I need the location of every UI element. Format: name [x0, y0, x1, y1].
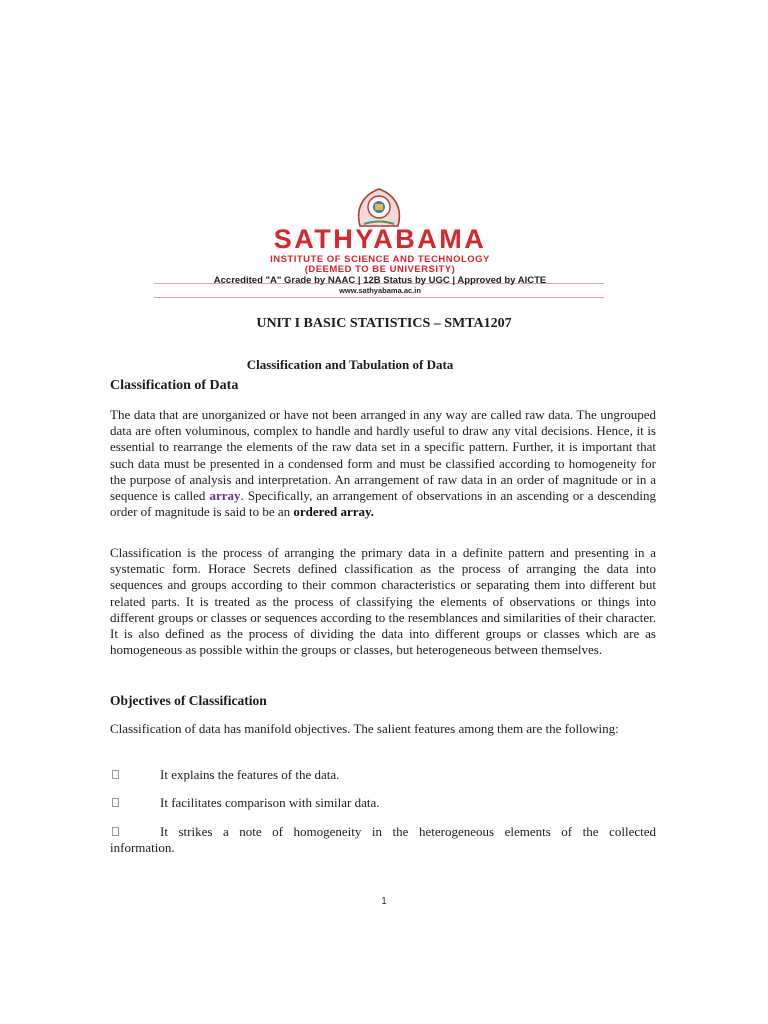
list-item — [110, 824, 656, 860]
paragraph-objectives-intro: Classification of data has manifold objectives. The salient features among them are the following: — [110, 721, 619, 736]
university-emblem-icon — [354, 186, 404, 228]
letterhead-bottom-divider — [154, 297, 604, 298]
list-item-text: It strikes a note of homogeneity in the heterogeneous elements of the collected — [160, 824, 656, 839]
bullet-box-icon — [112, 770, 119, 779]
paragraph-raw-data-text-b: . Specifically, an arrangement of observations in an ascending or a descending order of magnitude is said to be an — [110, 488, 656, 520]
list-item-text: It facilitates comparison with similar data. — [160, 795, 380, 810]
brand-subtitle-institute: INSTITUTE OF SCIENCE AND TECHNOLOGY — [270, 254, 490, 265]
paragraph-classification-definition: Classification is the process of arranging the primary data in a definite pattern and presenting in a systematic form. Horace Secrets defined classification as the process of arranging the data into sequences and groups according to their common characteristics or separating them into different but related parts. It is treated as the process of classifying the elements of observations or things into different groups or classes or sequences according to the resemblances and similarities of their character. It is also defined as the process of dividing the data into different groups or classes which are as homogeneous as possible within the groups or classes, but heterogeneous between themselves. — [110, 545, 656, 658]
accreditation-line: Accredited "A" Grade by NAAC | 12B Status by UGC | Approved by AICTE — [213, 275, 547, 286]
list-item-text: It explains the features of the data. — [160, 767, 340, 782]
bullet-box-icon — [112, 827, 119, 836]
list-item-text-continued: information. — [110, 840, 175, 855]
term-ordered-array: ordered array. — [293, 504, 375, 520]
website-url: www.sathyabama.ac.in — [339, 286, 421, 295]
paragraph-raw-data — [110, 407, 656, 520]
page-number: 1 — [381, 896, 387, 907]
term-array: array — [209, 488, 241, 504]
letterhead — [150, 180, 610, 300]
heading-objectives-of-classification: Objectives of Classification — [110, 693, 267, 708]
list-item — [110, 767, 656, 785]
list-item — [110, 795, 656, 813]
brand-name: SATHYABAMA — [273, 224, 487, 254]
paragraph-raw-data-text-a: The data that are unorganized or have not been arranged in any way are called raw data. The ungrouped data are often voluminous, complex to handle and hardly useful to draw any vital decisions. Hence, it is essential to rearrange the elements of the raw data set in a specific pattern. Further, it is important that such data must be presented in a condensed form and must be classified according to homogeneity for the purpose of analysis and interpretation. An arrangement of raw data in an order of magnitude or in a sequence is called — [110, 407, 656, 504]
heading-classification-of-data: Classification of Data — [110, 378, 239, 393]
list-item-text-block — [110, 824, 656, 855]
brand-subtitle-deemed: (DEEMED TO BE UNIVERSITY) — [304, 264, 456, 275]
unit-title: UNIT I BASIC STATISTICS – SMTA1207 — [256, 316, 512, 331]
bullet-box-icon — [112, 798, 119, 807]
section-title: Classification and Tabulation of Data — [246, 357, 454, 372]
